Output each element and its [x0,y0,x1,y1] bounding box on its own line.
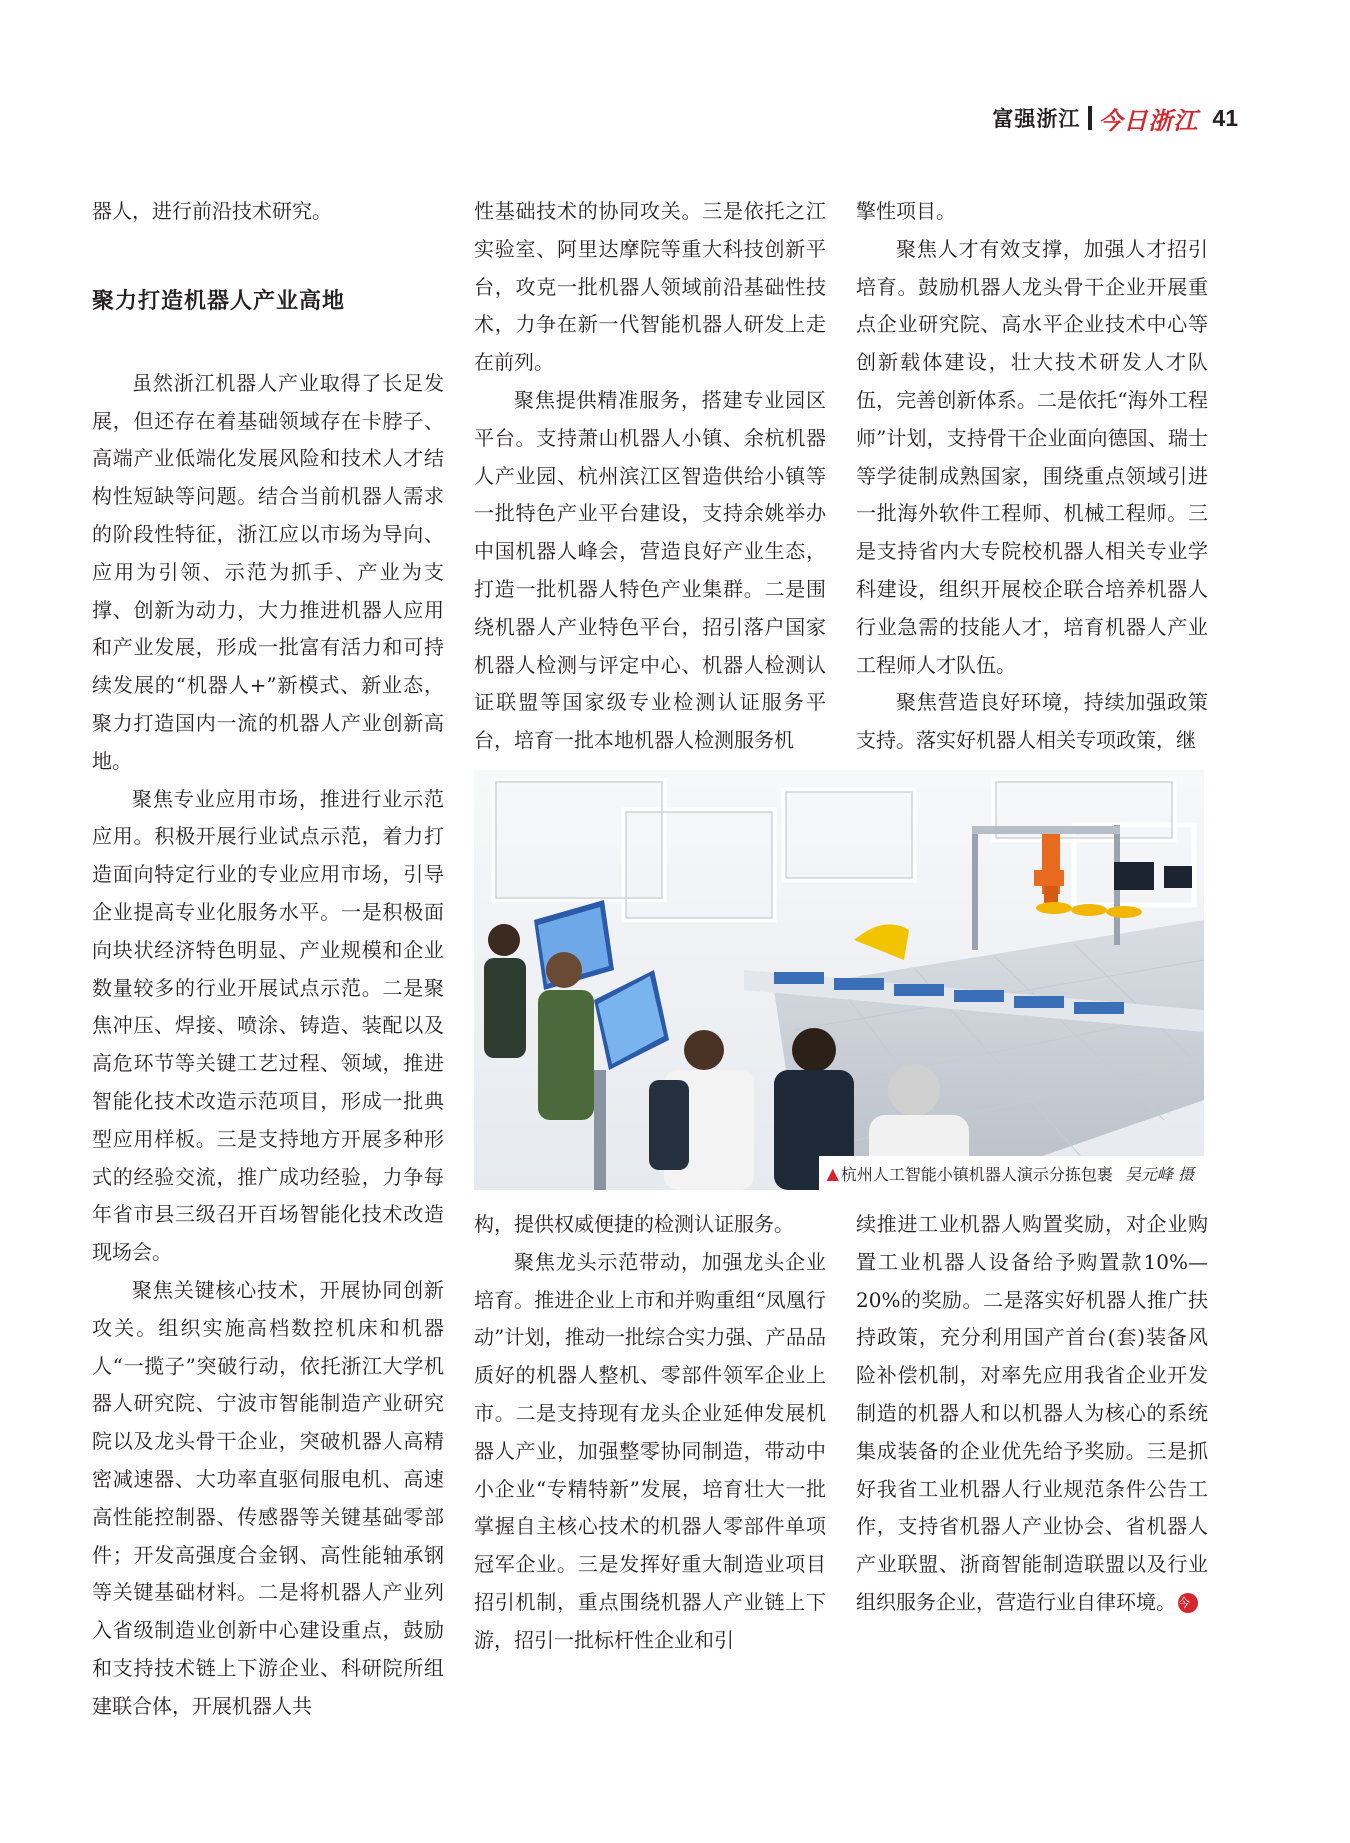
paragraph: 聚焦专业应用市场，推进行业示范应用。积极开展行业试点示范，着力打造面向特定行业的专业应用市场，引导企业提高专业化服务水平。一是积极面向块状经济特色明显、产业规模和企业数量较多的行业开展试点示范。二是聚焦冲压、焊接、喷涂、铸造、装配以及高危环节等关键工艺过程、领域，推进智能化技术改造示范项目，形成一批典型应用样板。三是支持地方开展多种形式的经验交流，推广成功经验，力争每年省市县三级召开百场智能化技术改造现场会。 [92,786,444,1265]
paragraph-text: 续推进工业机器人购置奖励，对企业购置工业机器人设备给予购置款10%—20%的奖励。二是落实好机器人推广扶持政策，充分利用国产首台(套)装备风险补偿机制，对率先应用我省企业开发制造的机器人和以机器人为核心的系统集成装备的企业优先给予奖励。三是抓好我省工业机器人行业规范条件公告工作，支持省机器人产业协会、省机器人产业联盟、浙商智能制造联盟以及行业组织服务企业，营造行业自律环境。 [856,1212,1208,1614]
paragraph: 聚焦关键核心技术，开展协同创新攻关。组织实施高档数控机床和机器人“一揽子”突破行动，依托浙江大学机器人研究院、宁波市智能制造产业研究院以及龙头骨干企业，突破机器人高精密减速器、大功率直驱伺服电机、高速高性能控制器、传感器等关键基础零部件；开发高强度合金钢、高性能轴承钢等关键基础材料。二是将机器人产业列入省级制造业创新中心建设重点，鼓励和支持技术链上下游企业、科研院所组建联合体，开展机器人共 [92,1277,444,1718]
section-title: 富强浙江 [992,107,1081,131]
article-column-2-bottom [474,1206,826,1660]
article-column-3-top [856,193,1208,760]
photo-credit: 吴元峰 摄 [1124,1164,1194,1184]
article-column-1 [92,193,444,1725]
paragraph [856,1206,1208,1622]
paragraph: 擎性项目。 [856,199,956,223]
paragraph: 性基础技术的协同攻关。三是依托之江实验室、阿里达摩院等重大科技创新平台，攻克一批机器人领域前沿基础性技术，力争在新一代智能机器人研发上走在前列。 [474,199,826,375]
header-divider [1088,106,1092,130]
photo-caption [819,1156,1204,1190]
paragraph: 聚焦营造良好环境，持续加强政策支持。落实好机器人相关专项政策，继 [856,690,1208,753]
article-column-2-top [474,193,826,760]
robot-demo-illustration [474,770,1204,1190]
article-photo [474,770,1204,1190]
paragraph: 构，提供权威便捷的检测认证服务。 [474,1212,794,1236]
paragraph: 器人，进行前沿技术研究。 [92,199,332,223]
page-number: 41 [1212,104,1238,131]
page-header [992,100,1238,136]
section-heading: 聚力打造机器人产业高地 [92,288,346,314]
caption-text: 杭州人工智能小镇机器人演示分拣包裹 [840,1164,1113,1184]
paragraph: 虽然浙江机器人产业取得了长足发展，但还存在着基础领域存在卡脖子、高端产业低端化发展风险和技术人才结构性短缺等问题。结合当前机器人需求的阶段性特征，浙江应以市场为导向、应用为引领、示范为抓手、产业为支撑、创新为动力，大力推进机器人应用和产业发展，形成一批富有活力和可持续发展的“机器人+”新模式、新业态，聚力打造国内一流的机器人产业创新高地。 [92,370,444,773]
magazine-logo: 今日浙江 [1098,105,1199,135]
paragraph: 聚焦人才有效支撑，加强人才招引培育。鼓励机器人龙头骨干企业开展重点企业研究院、高水平企业技术中心等创新载体建设，壮大技术研发人才队伍，完善创新体系。二是依托“海外工程师”计划，支持骨干企业面向德国、瑞士等学徒制成熟国家，围绕重点领域引进一批海外软件工程师、机械工程师。三是支持省内大专院校机器人相关专业学科建设，组织开展校企联合培养机器人行业急需的技能人才，培育机器人产业工程师人才队伍。 [856,236,1208,677]
caption-marker: ▲ [826,1163,839,1183]
end-mark-icon: 今 [1178,1593,1198,1613]
article-column-3-bottom [856,1206,1208,1622]
paragraph: 聚焦龙头示范带动，加强龙头企业培育。推进企业上市和并购重组“凤凰行动”计划，推动一批综合实力强、产品品质好的机器人整机、零部件领军企业上市。二是支持现有龙头企业延伸发展机器人产业，加强整零协同制造，带动中小企业“专精特新”发展，培育壮大一批掌握自主核心技术的机器人零部件单项冠军企业。三是发挥好重大制造业项目招引机制，重点围绕机器人产业链上下游，招引一批标杆性企业和引 [474,1249,826,1652]
paragraph: 聚焦提供精准服务，搭建专业园区平台。支持萧山机器人小镇、余杭机器人产业园、杭州滨江区智造供给小镇等一批特色产业平台建设，支持余姚举办中国机器人峰会，营造良好产业生态，打造一批机器人特色产业集群。二是围绕机器人产业特色平台，招引落户国家机器人检测与评定中心、机器人检测认证联盟等国家级专业检测认证服务平台，培育一批本地机器人检测服务机 [474,387,826,753]
